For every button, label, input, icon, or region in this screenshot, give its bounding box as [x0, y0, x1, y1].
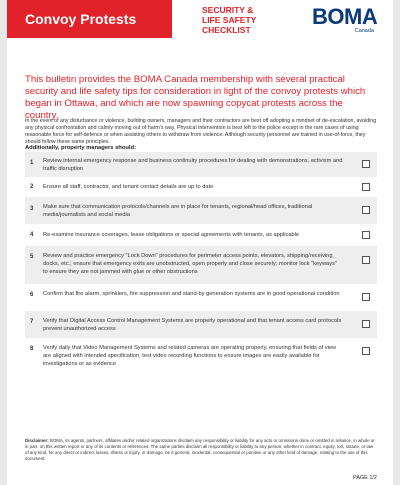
item-checkbox[interactable]: [362, 206, 370, 214]
checklist-subheading: Additionally, property managers should:: [25, 145, 137, 151]
item-number: 6: [30, 292, 34, 298]
item-checkbox[interactable]: [362, 160, 370, 168]
item-text: Confirm that fire alarm, sprinklers, fire suppression and stand-by generation systems are in good operational condition: [43, 291, 340, 297]
checklist-row: [25, 177, 377, 197]
item-number: 4: [30, 232, 34, 238]
item-text: Verify daily that Video Management Systems and related cameras are operating properly, ensuring that fields of view are aligned with intended specification; test video recording functions to ensure images are easily available for investigations or as evidence: [43, 345, 337, 367]
item-checkbox[interactable]: [362, 256, 370, 264]
checklist-title-line-2: LIFE SAFETY: [202, 15, 257, 25]
item-number: 3: [30, 206, 34, 212]
logo-text: BOMA: [312, 4, 378, 29]
checklist-row: [25, 246, 377, 284]
item-text: Make sure that communication protocols/channels are in place for tenants, regional/head offices, traditional media/journalists and social media: [43, 204, 313, 218]
item-checkbox[interactable]: [362, 347, 370, 355]
item-number: 8: [30, 346, 34, 352]
checklist-row: [25, 197, 377, 224]
checklist-title-line-3: CHECKLIST: [202, 25, 251, 35]
checklist-title-line-1: SECURITY &: [202, 5, 254, 15]
item-text: Review internal emergency response and business continuity procedures for dealing with demonstrations, activism and traffic disruption: [43, 158, 343, 172]
boma-logo: [312, 6, 382, 36]
checklist-title: [202, 5, 292, 35]
banner-title: Convoy Protests: [25, 11, 137, 27]
intro-paragraph: This bulletin provides the BOMA Canada membership with several practical security and life safety tips for consideration in light of the convoy protests which began in Ottawa, and which are now spawning copycat protests across the country.: [25, 74, 366, 121]
checklist-row: [25, 311, 377, 338]
checklist-row: [25, 152, 377, 177]
page-number: PAGE 1/2: [352, 475, 377, 481]
item-number: 5: [30, 254, 34, 260]
header-banner: [7, 0, 172, 38]
item-number: 1: [30, 160, 34, 166]
checklist-row: [25, 224, 377, 246]
disclaimer: [25, 438, 377, 462]
item-text: Review and practice emergency "Lock Down" procedures for perimeter access points, elevators, shipping/receiving docks, etc.; ensure that emergency exits are unobstructed, open properly and close securely; monitor lock "keyways" to ensure they are not jammed with glue or other obstructions: [43, 253, 337, 275]
checklist-row: [25, 284, 377, 311]
item-checkbox[interactable]: [362, 231, 370, 239]
logo-sub: Canada: [354, 28, 374, 34]
item-checkbox[interactable]: [362, 183, 370, 191]
disclaimer-label: Disclaimer:: [25, 438, 49, 443]
body-paragraph: In the event of any disturbance or violence, building owners, managers and their contractors are best off adopting a mindset of de-escalation, avoiding any physical confrontation and calmly moving out of harm's way. Physical intervention is best left to the police except in the rare cases of using reasonable force for self-defence or when assisting others to withdraw from violence. Although security personnel are trained in use-of-force, they should follow these same principles.: [25, 118, 377, 145]
item-text: Ensure all staff, contractor, and tenant contact details are up to date: [43, 184, 214, 190]
item-checkbox[interactable]: [362, 320, 370, 328]
item-number: 7: [30, 319, 34, 325]
disclaimer-text: BOMA, its agents, partners, affiliates and/or related organizations disclaim any responsibility or liability for any acts or omissions done or omitted in reliance, in whole or in part, on this written report or any of its contents or references. The same parties disclaim all responsibility or liability to any person, whether in contract, equity, tort, statute, or law of any kind, for any direct or indirect losses, illness or injury, or damage, be it general, incidental, consequential or punitive or any other kind of damage, relating to the use of this document.: [25, 438, 375, 461]
item-number: 2: [30, 184, 34, 190]
item-checkbox[interactable]: [362, 293, 370, 301]
document-page: [7, 0, 393, 485]
checklist-row: [25, 338, 377, 374]
item-text: Verify that Digital Access Control Management Systems are properly operational and that tenant access card protocols prevent unauthorized access: [43, 318, 342, 332]
item-text: Re-examine insurance coverages, lease obligations or special agreements with tenants, as applicable: [43, 232, 300, 238]
